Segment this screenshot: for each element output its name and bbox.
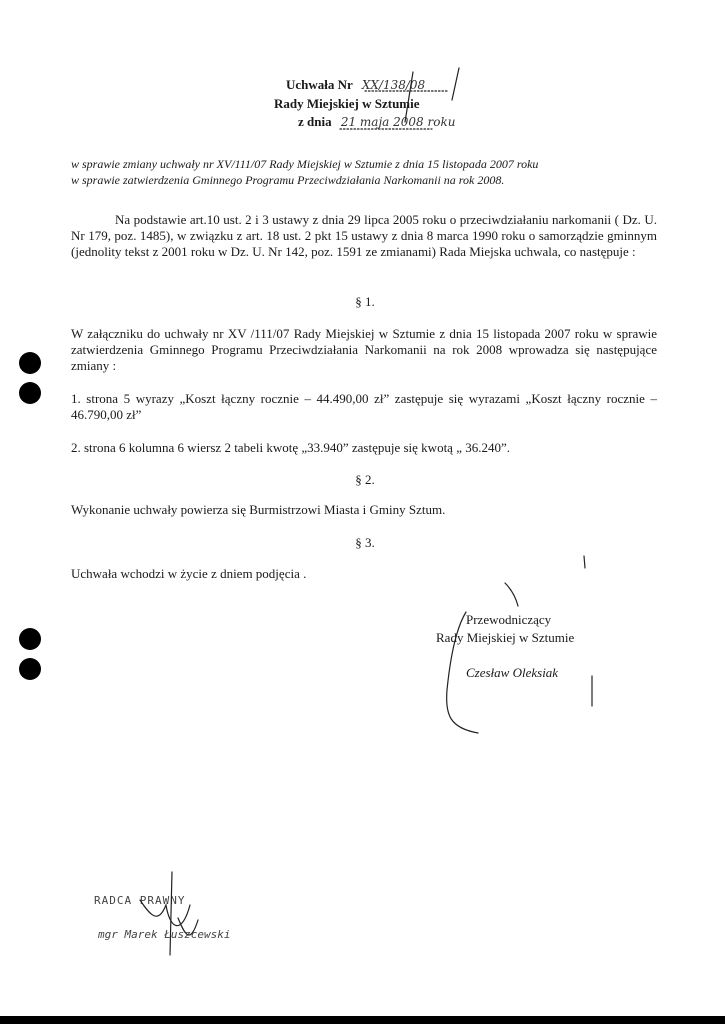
date-handwritten: 21 maja 2008 roku [340,115,456,129]
signature-scribble [584,556,585,568]
section-3-text: Uchwała wchodzi w życie z dniem podjęcia . [71,566,307,581]
section-2-text: Wykonanie uchwały powierza się Burmistrzowi Miasta i Gminy Sztum. [71,502,446,517]
legal-basis-paragraph: Na podstawie art.10 ust. 2 i 3 ustawy z dnia 29 lipca 2005 roku o przeciwdziałaniu narkomanii ( Dz. U. Nr 179, poz. 1485), w związku z art. 18 ust. 2 pkt 15 ustawy z dnia 8 marca 1990 roku o samorządzie gminnym (jednolity tekst z 2001 roku w Dz. U. Nr 142, poz. 1591 ze zmianami) Rada Miejska uchwala, co następuje : [71,212,657,259]
signature-council: Rady Miejskiej w Sztumie [436,630,575,645]
section-2-heading: § 2. [355,472,375,487]
stamp-signature-stroke [170,872,172,955]
signature-scribble [447,612,478,733]
stamp-signature-stroke [178,918,198,935]
signature-title: Przewodniczący [466,612,552,627]
subject-line: w sprawie zatwierdzenia Gminnego Programu Przeciwdziałania Narkomanii na rok 2008. [71,173,505,187]
signature-scribble [505,583,518,606]
council-name: Rady Miejskiej w Sztumie [274,96,420,111]
legal-counsel-stamp-name: mgr Marek Łuszcewski [98,928,231,941]
signature-name: Czesław Oleksiak [466,665,559,680]
subject-line: w sprawie zmiany uchwały nr XV/111/07 Rady Miejskiej w Sztumie z dnia 15 listopada 2007 roku [71,157,539,171]
section-3-heading: § 3. [355,535,375,550]
header-slash-mark [452,68,459,100]
stamp-signature-stroke [140,900,190,926]
section-1-item-1: 1. strona 5 wyrazy „Koszt łączny rocznie – 44.490,00 zł” zastępuje się wyrazami „Koszt łączny rocznie – 46.790,00 zł” [71,391,657,422]
date-label: z dnia [298,114,332,129]
resolution-label: Uchwała Nr [286,77,353,92]
scan-bottom-edge [0,1016,725,1024]
section-1-heading: § 1. [355,294,375,309]
legal-counsel-stamp-title: RADCA PRAWNY [94,894,186,907]
resolution-number-handwritten: XX/138/08 [361,78,426,92]
header-slash-mark [405,72,413,122]
section-1-intro: W załączniku do uchwały nr XV /111/07 Rady Miejskiej w Sztumie z dnia 15 listopada 2007 roku w sprawie zatwierdzenia Gminnego Programu Przeciwdziałania Narkomanii na rok 2008 wprowadza się następujące zmiany : [71,326,657,373]
section-1-item-2: 2. strona 6 kolumna 6 wiersz 2 tabeli kwotę „33.940” zastępuje się kwotą „ 36.240”. [71,440,510,455]
